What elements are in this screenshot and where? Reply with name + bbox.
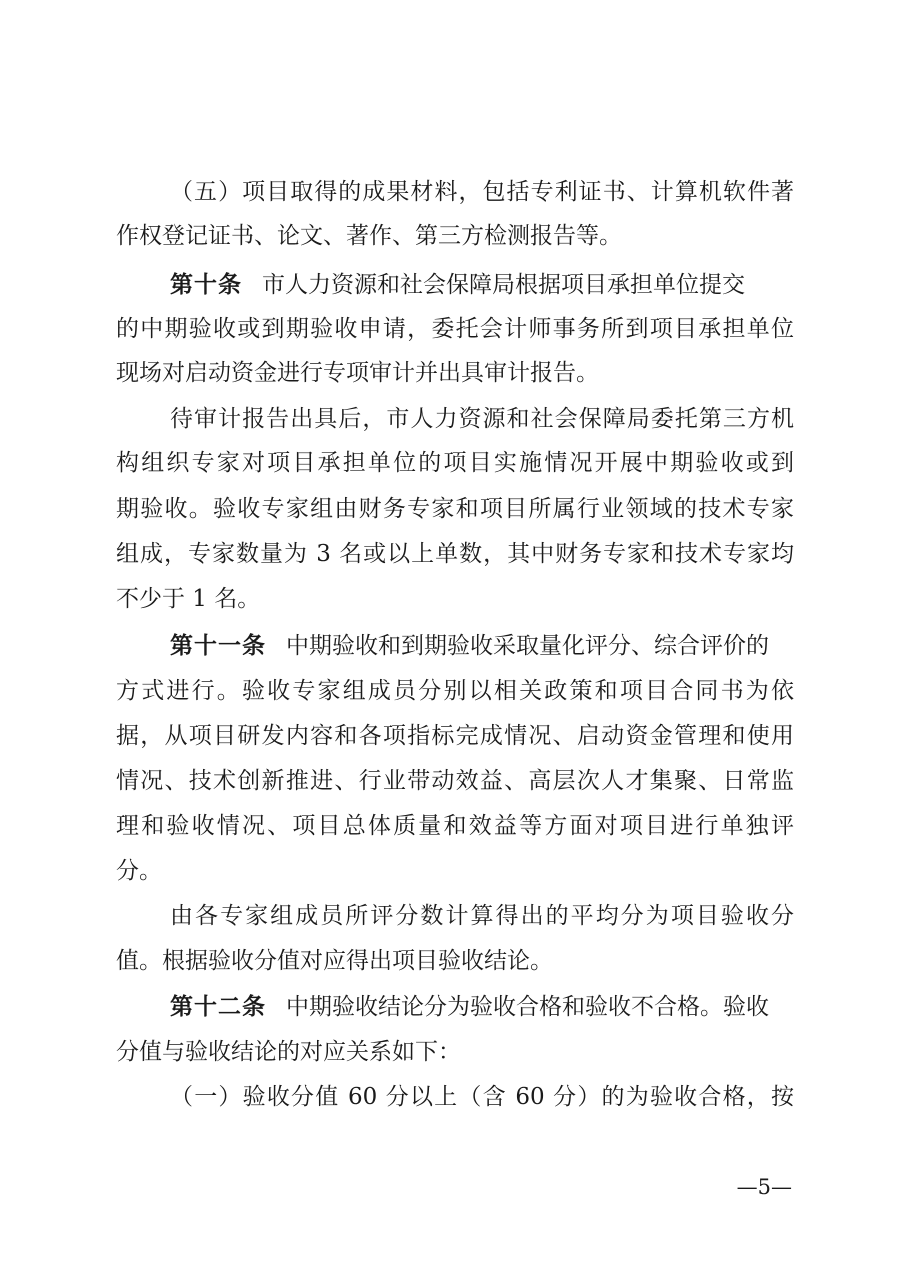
article-heading-line	[116, 985, 794, 1029]
article-heading: 第十二条	[170, 994, 266, 1020]
paragraph-line	[116, 669, 794, 713]
paragraph-line	[116, 397, 794, 441]
paragraph-line	[116, 804, 794, 848]
paragraph-line	[116, 214, 794, 258]
paragraph-line	[116, 759, 794, 803]
line-text: （五）项目取得的成果材料，包括专利证书、计算机软件著	[170, 179, 794, 205]
line-text: 据，从项目研发内容和各项指标完成情况、启动资金管理和使用	[116, 723, 794, 749]
line-text: 中期验收结论分为验收合格和验收不合格。验收	[286, 994, 769, 1020]
line-text: 现场对启动资金进行专项审计并出具审计报告。	[116, 360, 599, 386]
line-text: 的中期验收或到期验收申请，委托会计师事务所到项目承担单位	[116, 316, 794, 342]
article-heading: 第十条	[170, 272, 242, 298]
line-text: 由各专家组成员所评分数计算得出的平均分为项目验收分	[170, 903, 794, 929]
line-text: 理和验收情况、项目总体质量和效益等方面对项目进行单独评	[116, 813, 794, 839]
line-text: 中期验收和到期验收采取量化评分、综合评价的	[286, 633, 769, 659]
paragraph-line	[116, 714, 794, 758]
line-text: 构组织专家对项目承担单位的项目实施情况开展中期验收或到	[116, 450, 794, 476]
paragraph-line	[116, 894, 794, 938]
paragraph-line	[116, 532, 794, 576]
line-text: 作权登记证书、论文、著作、第三方检测报告等。	[116, 223, 622, 249]
paragraph-line	[116, 487, 794, 531]
paragraph-line	[116, 307, 794, 351]
line-text: 待审计报告出具后，市人力资源和社会保障局委托第三方机	[170, 406, 794, 432]
article-heading-line	[116, 263, 794, 307]
line-text: 分。	[116, 858, 162, 884]
line-text: 不少于 1 名。	[116, 586, 261, 612]
article-heading-line	[116, 624, 794, 668]
page-number: —5—	[736, 1175, 792, 1199]
paragraph-line	[116, 351, 794, 395]
line-text: 期验收。验收专家组由财务专家和项目所属行业领域的技术专家	[116, 496, 794, 522]
line-text: 情况、技术创新推进、行业带动效益、高层次人才集聚、日常监	[116, 768, 794, 794]
paragraph-line	[116, 849, 794, 893]
paragraph-line	[116, 939, 794, 983]
paragraph-line	[116, 441, 794, 485]
line-text: 组成，专家数量为 3 名或以上单数，其中财务专家和技术专家均	[116, 541, 794, 567]
paragraph-line	[116, 170, 794, 214]
line-text: （一）验收分值 60 分以上（含 60 分）的为验收合格，按	[170, 1084, 794, 1110]
paragraph-line	[116, 577, 794, 621]
line-text: 方式进行。验收专家组成员分别以相关政策和项目合同书为依	[116, 678, 794, 704]
article-heading: 第十一条	[170, 633, 266, 659]
line-text: 值。根据验收分值对应得出项目验收结论。	[116, 948, 553, 974]
paragraph-line	[116, 1030, 794, 1074]
paragraph-line	[116, 1075, 794, 1119]
line-text: 市人力资源和社会保障局根据项目承担单位提交	[262, 272, 745, 298]
line-text: 分值与验收结论的对应关系如下：	[116, 1039, 461, 1065]
